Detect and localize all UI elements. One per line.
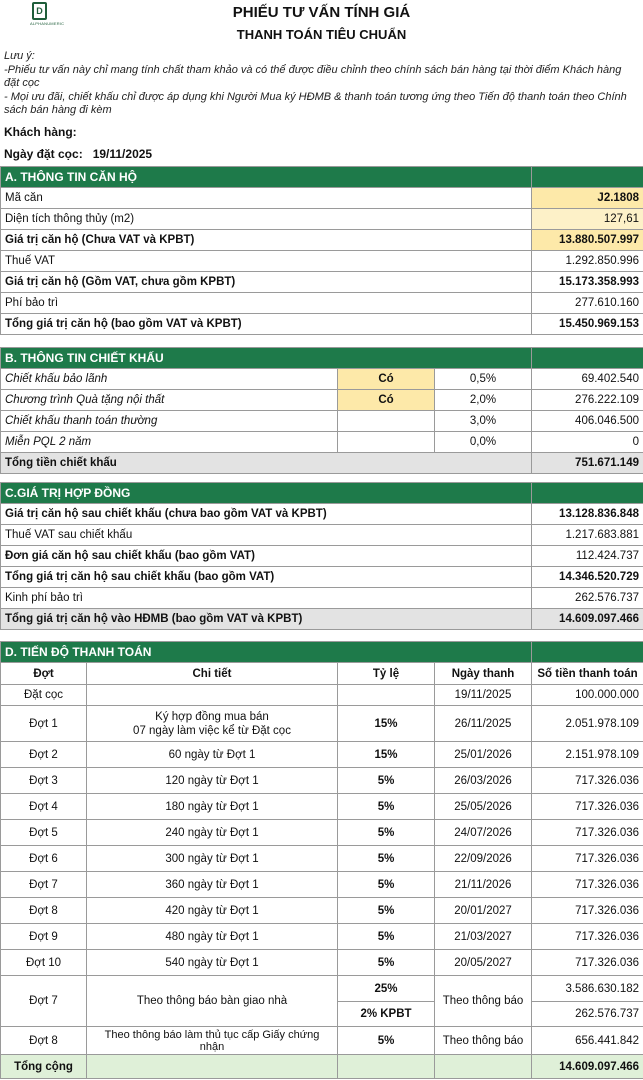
table-row <box>1 546 643 567</box>
date-cell: 25/01/2026 <box>435 742 532 768</box>
row-value: 112.424.737 <box>532 546 643 567</box>
vat-value: 1.292.850.996 <box>532 251 643 272</box>
discount-rate: 2,0% <box>435 390 532 411</box>
phase-cell: Đợt 8 <box>1 1027 87 1055</box>
date-cell: 25/05/2026 <box>435 794 532 820</box>
date-cell: 24/07/2026 <box>435 820 532 846</box>
detail-cell: Theo thông báo làm thủ tục cấp Giấy chứng nhận <box>87 1027 338 1055</box>
amount-cell: 717.326.036 <box>532 794 643 820</box>
phase-cell: Đợt 2 <box>1 742 87 768</box>
notes-line-2: - Mọi ưu đãi, chiết khấu chỉ được áp dụng khi Người Mua ký HĐMB & thanh toán tương ứng theo Tiến độ thanh toán theo Chính sách bán hàng đi kèm <box>4 90 627 116</box>
row-value: 1.217.683.881 <box>532 525 643 546</box>
table-row <box>1 1027 643 1055</box>
payment-schedule-table <box>0 641 643 1079</box>
total-amount: 14.609.097.466 <box>532 1055 643 1079</box>
rate-cell: 5% <box>338 924 435 950</box>
section-d-title-cell <box>532 642 643 663</box>
amount-cell: 717.326.036 <box>532 820 643 846</box>
rate-cell: 15% <box>338 742 435 768</box>
notes-line-1: -Phiếu tư vấn này chỉ mang tính chất tham khảo và có thể được điều chỉnh theo chính sách bán hàng tại thời điểm Khách hàng đặt cọc <box>4 63 622 89</box>
amount-cell: 3.586.630.182 <box>532 976 643 1002</box>
discount-label: Miễn PQL 2 năm <box>1 432 338 453</box>
discount-total-value: 751.671.149 <box>532 453 643 474</box>
table-row <box>1 924 643 950</box>
date-cell: 22/09/2026 <box>435 846 532 872</box>
amount-cell: 656.441.842 <box>532 1027 643 1055</box>
logo-mark: D <box>32 2 47 20</box>
date-cell: 20/05/2027 <box>435 950 532 976</box>
discount-info-table <box>0 347 643 474</box>
detail-cell: 420 ngày từ Đợt 1 <box>87 898 338 924</box>
detail-cell: 480 ngày từ Đợt 1 <box>87 924 338 950</box>
rate-cell: 5% <box>338 768 435 794</box>
detail-line-2: 07 ngày làm việc kể từ Đặt cọc <box>133 724 291 737</box>
notes-label: Lưu ý: <box>4 50 35 62</box>
row-value: 13.128.836.848 <box>532 504 643 525</box>
header-date: Ngày thanh <box>435 663 532 685</box>
table-row <box>1 872 643 898</box>
deposit-date-row <box>4 147 152 161</box>
rate-cell: 25% <box>338 976 435 1002</box>
discount-label: Chiết khấu bảo lãnh <box>1 369 338 390</box>
row-label: Kinh phí bảo trì <box>1 588 532 609</box>
discount-label: Chiết khấu thanh toán thường <box>1 411 338 432</box>
section-c-title: C.GIÁ TRỊ HỢP ĐỒNG <box>1 483 532 504</box>
table-row <box>1 898 643 924</box>
page-title: PHIẾU TƯ VẤN TÍNH GIÁ <box>232 4 411 21</box>
date-cell: 21/11/2026 <box>435 872 532 898</box>
phase-cell: Đợt 3 <box>1 768 87 794</box>
row-label: Mã căn <box>1 188 532 209</box>
section-d-title: D. TIẾN ĐỘ THANH TOÁN <box>1 642 532 663</box>
header-detail: Chi tiết <box>87 663 338 685</box>
table-row <box>1 453 643 474</box>
table-row <box>1 588 643 609</box>
amount-cell: 717.326.036 <box>532 846 643 872</box>
total-blank <box>435 1055 532 1079</box>
table-row <box>1 706 643 742</box>
table-row <box>1 390 643 411</box>
detail-cell <box>87 706 338 742</box>
discount-flag: Có <box>338 390 435 411</box>
header-phase: Đợt <box>1 663 87 685</box>
section-b-title: B. THÔNG TIN CHIẾT KHẤU <box>1 348 532 369</box>
section-c-title-cell <box>532 483 643 504</box>
rate-cell: 5% <box>338 950 435 976</box>
row-value: 14.609.097.466 <box>532 609 643 630</box>
table-row <box>1 950 643 976</box>
discount-value: 0 <box>532 432 643 453</box>
phase-cell: Đợt 10 <box>1 950 87 976</box>
date-cell: 20/01/2027 <box>435 898 532 924</box>
phase-cell: Đặt cọc <box>1 685 87 706</box>
discount-value: 69.402.540 <box>532 369 643 390</box>
area-value: 127,61 <box>532 209 643 230</box>
phase-cell: Đợt 6 <box>1 846 87 872</box>
table-row <box>1 846 643 872</box>
table-row <box>1 525 643 546</box>
table-row <box>1 230 643 251</box>
table-row <box>1 188 643 209</box>
deposit-date-value: 19/11/2025 <box>92 147 153 161</box>
logo-wordmark: ALPHANUMERIC <box>30 21 65 26</box>
section-a-title-cell <box>532 167 643 188</box>
date-cell: Theo thông báo <box>435 1027 532 1055</box>
discount-value: 276.222.109 <box>532 390 643 411</box>
table-total-row <box>1 1055 643 1079</box>
phase-cell: Đợt 5 <box>1 820 87 846</box>
total-blank <box>338 1055 435 1079</box>
total-label: Tổng cộng <box>1 1055 87 1079</box>
rate-cell <box>338 685 435 706</box>
table-row <box>1 411 643 432</box>
notes <box>4 50 636 118</box>
table-row <box>1 209 643 230</box>
row-label: Diện tích thông thủy (m2) <box>1 209 532 230</box>
date-cell: 19/11/2025 <box>435 685 532 706</box>
table-row <box>1 609 643 630</box>
date-cell: 26/03/2026 <box>435 768 532 794</box>
row-value: 14.346.520.729 <box>532 567 643 588</box>
price-before-vat-value: 13.880.507.997 <box>532 230 643 251</box>
row-label: Tổng giá trị căn hộ sau chiết khấu (bao gồm VAT) <box>1 567 532 588</box>
contract-value-table <box>0 482 643 630</box>
unit-code-value: J2.1808 <box>532 188 643 209</box>
table-row <box>1 369 643 390</box>
row-label: Đơn giá căn hộ sau chiết khấu (bao gồm VAT) <box>1 546 532 567</box>
section-b-title-cell <box>532 348 643 369</box>
row-label: Phí bảo trì <box>1 293 532 314</box>
table-header-row <box>1 663 643 685</box>
deposit-date-label: Ngày đặt cọc: <box>4 147 83 161</box>
amount-cell: 717.326.036 <box>532 898 643 924</box>
detail-cell: 240 ngày từ Đợt 1 <box>87 820 338 846</box>
detail-cell: 120 ngày từ Đợt 1 <box>87 768 338 794</box>
discount-label: Chương trình Quà tặng nội thất <box>1 390 338 411</box>
table-row <box>1 314 643 335</box>
table-row <box>1 685 643 706</box>
row-label: Tổng giá trị căn hộ vào HĐMB (bao gồm VAT và KPBT) <box>1 609 532 630</box>
date-cell: 21/03/2027 <box>435 924 532 950</box>
rate-cell: 2% KPBT <box>338 1002 435 1027</box>
rate-cell: 5% <box>338 1027 435 1055</box>
discount-total-label: Tổng tiền chiết khấu <box>1 453 532 474</box>
detail-cell <box>87 685 338 706</box>
phase-cell: Đợt 8 <box>1 898 87 924</box>
row-label: Thuế VAT <box>1 251 532 272</box>
table-row <box>1 976 643 1002</box>
rate-cell: 5% <box>338 820 435 846</box>
row-label: Giá trị căn hộ (Gồm VAT, chưa gồm KPBT) <box>1 272 532 293</box>
discount-flag <box>338 411 435 432</box>
phase-cell: Đợt 7 <box>1 976 87 1027</box>
rate-cell: 5% <box>338 898 435 924</box>
table-row <box>1 432 643 453</box>
table-row <box>1 272 643 293</box>
row-label: Tổng giá trị căn hộ (bao gồm VAT và KPBT) <box>1 314 532 335</box>
table-row <box>1 768 643 794</box>
detail-cell: 360 ngày từ Đợt 1 <box>87 872 338 898</box>
amount-cell: 2.151.978.109 <box>532 742 643 768</box>
detail-cell: 180 ngày từ Đợt 1 <box>87 794 338 820</box>
phase-cell: Đợt 1 <box>1 706 87 742</box>
total-value: 15.450.969.153 <box>532 314 643 335</box>
amount-cell: 262.576.737 <box>532 1002 643 1027</box>
row-label: Giá trị căn hộ sau chiết khấu (chưa bao gồm VAT và KPBT) <box>1 504 532 525</box>
detail-cell: 60 ngày từ Đợt 1 <box>87 742 338 768</box>
rate-cell: 15% <box>338 706 435 742</box>
phase-cell: Đợt 4 <box>1 794 87 820</box>
rate-cell: 5% <box>338 794 435 820</box>
discount-flag <box>338 432 435 453</box>
customer-label: Khách hàng: <box>4 125 77 139</box>
table-row <box>1 820 643 846</box>
amount-cell: 100.000.000 <box>532 685 643 706</box>
phase-cell: Đợt 7 <box>1 872 87 898</box>
discount-value: 406.046.500 <box>532 411 643 432</box>
amount-cell: 717.326.036 <box>532 950 643 976</box>
section-a-title: A. THÔNG TIN CĂN HỘ <box>1 167 532 188</box>
maintenance-fee-value: 277.610.160 <box>532 293 643 314</box>
discount-rate: 0,0% <box>435 432 532 453</box>
discount-rate: 3,0% <box>435 411 532 432</box>
table-row <box>1 251 643 272</box>
row-label: Giá trị căn hộ (Chưa VAT và KPBT) <box>1 230 532 251</box>
detail-cell: Theo thông báo bàn giao nhà <box>87 976 338 1027</box>
row-label: Thuế VAT sau chiết khấu <box>1 525 532 546</box>
table-row <box>1 504 643 525</box>
detail-cell: 300 ngày từ Đợt 1 <box>87 846 338 872</box>
phase-cell: Đợt 9 <box>1 924 87 950</box>
rate-cell: 5% <box>338 846 435 872</box>
total-blank <box>87 1055 338 1079</box>
header-rate: Tỷ lệ <box>338 663 435 685</box>
price-incl-vat-value: 15.173.358.993 <box>532 272 643 293</box>
detail-cell: 540 ngày từ Đợt 1 <box>87 950 338 976</box>
rate-cell: 5% <box>338 872 435 898</box>
amount-cell: 717.326.036 <box>532 768 643 794</box>
discount-flag: Có <box>338 369 435 390</box>
table-row <box>1 742 643 768</box>
header <box>0 0 643 48</box>
apartment-info-table <box>0 166 643 335</box>
detail-line-1: Ký hợp đồng mua bán <box>155 710 269 723</box>
page-subtitle: THANH TOÁN TIÊU CHUẨN <box>236 27 407 42</box>
table-row <box>1 794 643 820</box>
discount-rate: 0,5% <box>435 369 532 390</box>
amount-cell: 717.326.036 <box>532 924 643 950</box>
date-cell: Theo thông báo <box>435 976 532 1027</box>
row-value: 262.576.737 <box>532 588 643 609</box>
header-amount: Số tiền thanh toán <box>532 663 643 685</box>
amount-cell: 2.051.978.109 <box>532 706 643 742</box>
table-row <box>1 293 643 314</box>
amount-cell: 717.326.036 <box>532 872 643 898</box>
table-row <box>1 567 643 588</box>
date-cell: 26/11/2025 <box>435 706 532 742</box>
